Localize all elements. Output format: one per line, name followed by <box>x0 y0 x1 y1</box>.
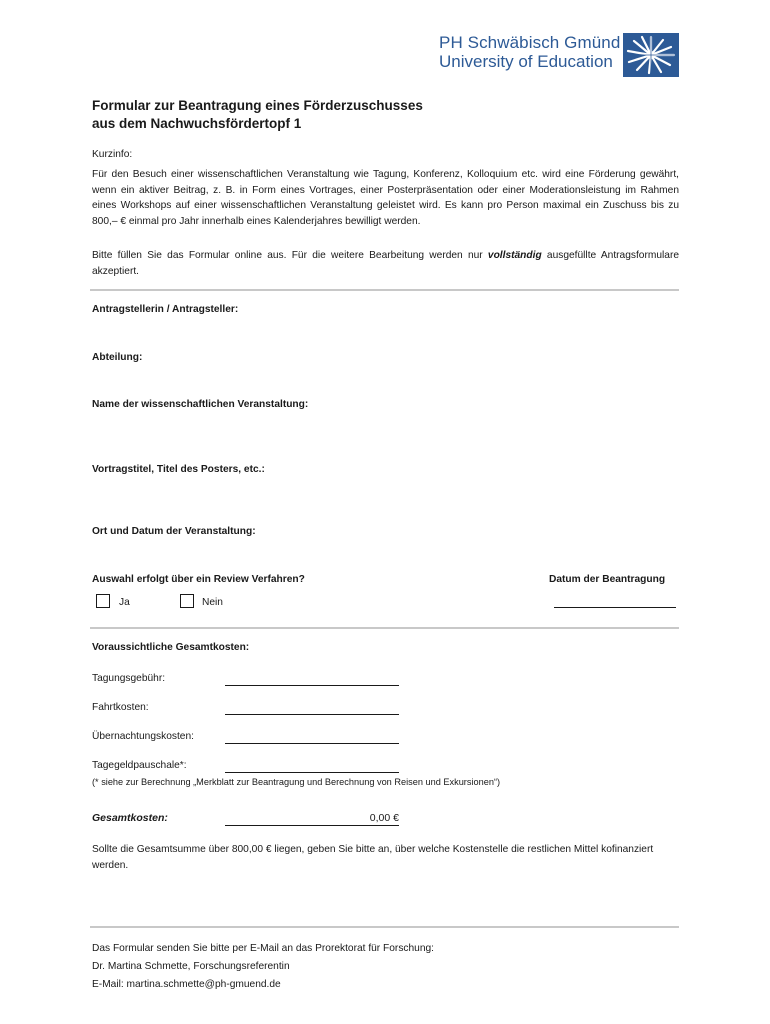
department-label: Abteilung: <box>92 352 143 363</box>
allowance-input[interactable] <box>225 760 399 773</box>
total-value: 0,00 € <box>369 812 399 824</box>
cofinance-note: Sollte die Gesamtsumme über 800,00 € liegen, geben Sie bitte an, über welche Kostenstelle die restlichen Mittel kofinanziert werden. <box>92 844 654 871</box>
review-question-label: Auswahl erfolgt über ein Review Verfahren? <box>92 574 305 585</box>
event-name-label: Name der wissenschaftlichen Veranstaltung: <box>92 399 309 410</box>
instruction-emphasis: vollständig <box>487 250 542 261</box>
fee-input[interactable] <box>225 673 399 686</box>
review-yes-checkbox[interactable] <box>96 594 110 608</box>
overnight-label: Übernachtungskosten: <box>92 731 194 742</box>
application-date-label: Datum der Beantragung <box>549 574 666 585</box>
allowance-footnote: (* siehe zur Berechnung „Merkblatt zur Beantragung und Berechnung von Reisen und Exkursionen“) <box>92 777 501 787</box>
talk-title-label: Vortragstitel, Titel des Posters, etc.: <box>92 464 265 475</box>
logo-line-1: PH Schwäbisch Gmünd <box>439 33 621 52</box>
total-value-field[interactable] <box>225 812 399 826</box>
section-divider-3 <box>90 926 679 928</box>
overnight-input[interactable] <box>225 731 399 744</box>
instruction-post: ausgefüllte Antragsformulare akzeptiert. <box>92 250 680 277</box>
footer-line-2: Dr. Martina Schmette, Forschungsreferentin <box>92 961 290 972</box>
travel-label: Fahrtkosten: <box>92 702 149 713</box>
application-date-input[interactable] <box>554 595 676 608</box>
university-logo-text <box>439 34 620 70</box>
review-no-checkbox[interactable] <box>180 594 194 608</box>
travel-input[interactable] <box>225 702 399 715</box>
logo-line-2: University of Education <box>439 52 613 71</box>
university-logo-icon <box>623 33 679 77</box>
costs-heading: Voraussichtliche Gesamtkosten: <box>92 642 250 653</box>
fee-label: Tagungsgebühr: <box>92 673 166 684</box>
place-date-label: Ort und Datum der Veranstaltung: <box>92 526 256 537</box>
kurzinfo-text: Für den Besuch einer wissenschaftlichen Veranstaltung wie Tagung, Konferenz, Kolloquium etc. wird eine Förderung gewährt, wenn ein aktiver Beitrag, z. B. in Form eines Vortrages, einer Posterpräsentation oder einer Moderationsleistung im Rahmen eines Workshops auf einer wissenschaftlichen Veranstaltung geleistet wird. Es kann pro Person maximal ein Zuschuss bis zu 800,– € einmal pro Jahr innerhalb eines Kalenderjahres bewilligt werden. <box>92 169 679 227</box>
allowance-label: Tagegeldpauschale*: <box>92 760 187 771</box>
footer-line-1: Das Formular senden Sie bitte per E-Mail an das Prorektorat für Forschung: <box>92 943 434 954</box>
review-yes-label: Ja <box>119 597 130 608</box>
form-title <box>92 97 423 133</box>
applicant-label: Antragstellerin / Antragsteller: <box>92 304 239 315</box>
footer-email[interactable]: E-Mail: martina.schmette@ph-gmuend.de <box>92 979 281 990</box>
section-divider-2 <box>90 627 679 629</box>
form-title-line-1: Formular zur Beantragung eines Förderzuschusses <box>92 98 423 113</box>
section-divider-1 <box>90 289 679 291</box>
kurzinfo-label: Kurzinfo: <box>92 149 133 160</box>
review-no-label: Nein <box>202 597 223 608</box>
total-label: Gesamtkosten: <box>92 812 168 824</box>
instruction-pre: Bitte füllen Sie das Formular online aus. Für die weitere Bearbeitung werden nur <box>92 250 488 261</box>
form-title-line-2: aus dem Nachwuchsfördertopf 1 <box>92 116 302 131</box>
instruction-text <box>92 248 679 279</box>
